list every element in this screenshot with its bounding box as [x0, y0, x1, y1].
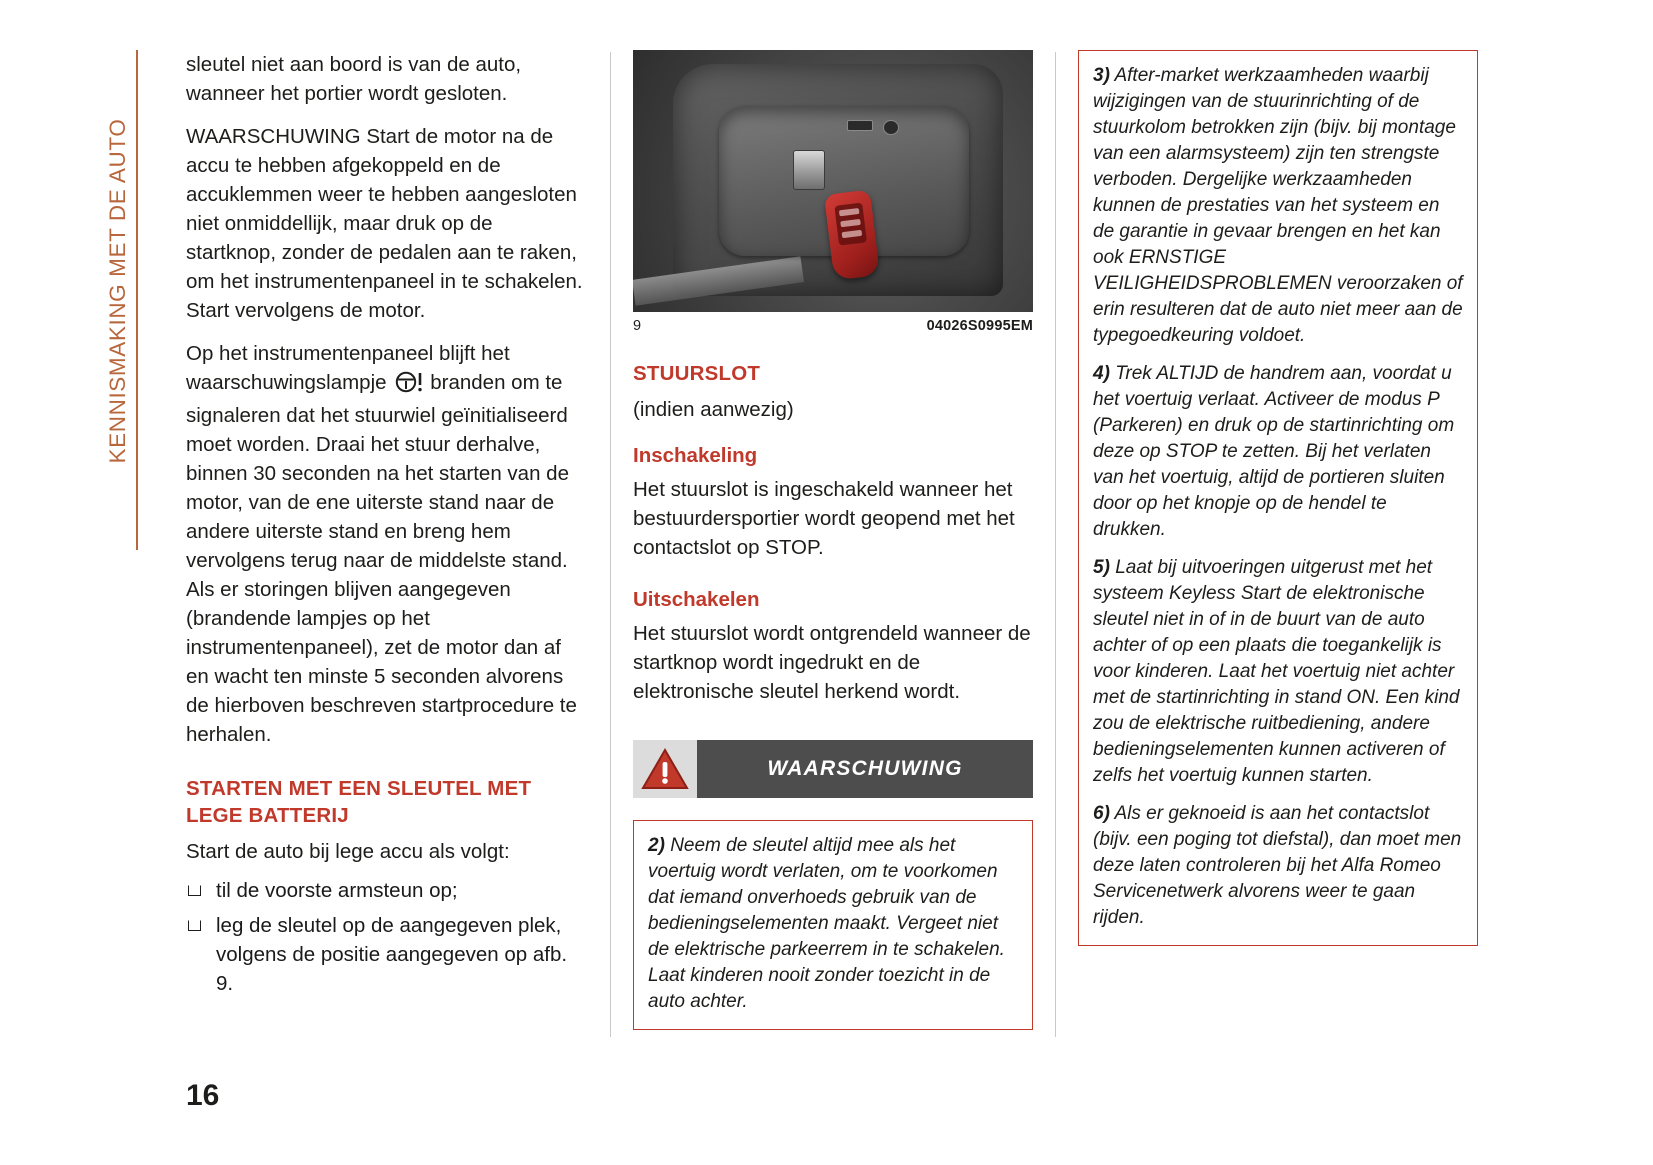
- figure-number: 9: [633, 318, 642, 334]
- bullet-square-icon: [188, 920, 201, 931]
- heading-uitschakelen: Uitschakelen: [633, 588, 760, 611]
- heading-start-with-low-battery-key: STARTEN MET EEN SLEUTEL MET LEGE BATTERIJ: [186, 777, 532, 827]
- warning-triangle-wrap: [633, 740, 697, 798]
- column-divider-1: [610, 52, 611, 1037]
- console-switch-shape: [793, 150, 825, 190]
- list-item: [186, 911, 586, 998]
- note-box-3-to-6: [1078, 50, 1478, 946]
- note-6-text: [1093, 801, 1463, 931]
- warning-banner: [633, 740, 1033, 798]
- note-3-text: [1093, 63, 1463, 349]
- lamp-text-before: Op het instrumentenpaneel blijft het waarschuwingslampje: [186, 342, 510, 394]
- note-2-text: [648, 833, 1018, 1015]
- list-low-battery-steps: [186, 876, 586, 998]
- note-5-body: Laat bij uitvoeringen uitgerust met het systeem Keyless Start de elektronische sleutel niet in of in de buurt van de auto achter of op een plaats die toegankelijk is voor kinderen. Laat het voertuig niet achter met de startinrichting in stand ON. Een kind zou de elektrische ruitbediening, andere bedieningselementen kunnen activeren of zelfs het voertuig kunnen starten.: [1093, 557, 1460, 786]
- note-2-body: Neem de sleutel altijd mee als het voertuig wordt verlaten, om te voorkomen dat iemand onverhoeds gebruik van de bedieningselementen maakt. Vergeet niet de elektrische parkeerrem in te schakelen. Laat kinderen nooit zonder toezicht in de auto achter.: [648, 835, 1005, 1012]
- note-6-body: Als er geknoeid is aan het contactslot (bijv. een poging tot diefstal), dan moet men deze laten controleren bij het Alfa Romeo Servicenetwerk alvorens weer te gaan rijden.: [1093, 803, 1462, 928]
- steering-warning-lamp-icon: [394, 371, 428, 401]
- page-number: 16: [186, 1079, 220, 1112]
- column-2: [633, 50, 1033, 1030]
- list-item-label: leg de sleutel op de aangegeven plek, volgens de positie aangegeven op afb. 9.: [216, 914, 568, 995]
- column-divider-2: [1055, 52, 1056, 1037]
- key-fob-buttons: [834, 203, 867, 246]
- chapter-tab: [96, 50, 140, 550]
- figure-caption-row: [633, 318, 1033, 334]
- lamp-text-after: branden om te signaleren dat het stuurwiel geïnitialiseerd moet worden. Draai het stuur derhalve, binnen 30 seconden na het starten van de motor, van de ene uiterste stand naar de andere uiterste stand en breng hem vervolgens terug naar de middelste stand. Als er storingen blijven aangegeven (brandende lampjes op het instrumentenpaneel), zet de motor dan af en wacht ten minste 5 seconden alvorens de hierboven beschreven startprocedure te herhalen.: [186, 371, 577, 746]
- note-3-number: 3): [1093, 65, 1110, 86]
- paragraph-warning-start-engine: WAARSCHUWING Start de motor na de accu te hebben afgekoppeld en de accuklemmen weer te hebben aangesloten niet onmiddellijk, maar druk op de startknop, zonder de pedalen aan te raken, om het instrumentenpaneel in te schakelen. Start vervolgens de motor.: [186, 125, 583, 322]
- aux-port-icon: [883, 120, 899, 135]
- column-3: [1078, 50, 1478, 946]
- chapter-tab-label: KENNISMAKING MET DE AUTO: [105, 118, 130, 464]
- note-4-text: [1093, 361, 1463, 543]
- note-4-body: Trek ALTIJD de handrem aan, voordat u het voertuig verlaat. Activeer de modus P (Parkeren) en druk op de startinrichting om deze op STOP te zetten. Bij het verlaten van het voertuig, altijd de portieren sluiten door op het knopje op de hendel te drukken.: [1093, 363, 1455, 540]
- heading-inschakeling: Inschakeling: [633, 444, 758, 467]
- paragraph-key-not-onboard: sleutel niet aan boord is van de auto, wanneer het portier wordt gesloten.: [186, 53, 522, 105]
- column-1: [186, 50, 586, 1004]
- note-2-number: 2): [648, 835, 665, 856]
- subtitle-if-present: (indien aanwezig): [633, 398, 794, 421]
- chapter-tab-rule: [136, 50, 138, 550]
- paragraph-inschakeling: Het stuurslot is ingeschakeld wanneer het bestuurdersportier wordt geopend met het contactslot op STOP.: [633, 478, 1015, 559]
- note-4-number: 4): [1093, 363, 1110, 384]
- figure-code: 04026S0995EM: [926, 318, 1033, 334]
- paragraph-steering-init: [186, 339, 586, 749]
- usb-port-icon: [847, 120, 873, 131]
- note-5-number: 5): [1093, 557, 1110, 578]
- list-item: [186, 876, 586, 905]
- paragraph-low-battery-intro: Start de auto bij lege accu als volgt:: [186, 840, 510, 863]
- note-3-body: After-market werkzaamheden waarbij wijzigingen van de stuurinrichting of de stuurkolom betrokken zijn (bijv. bij montage van een alarmsysteem) zijn ten strengste verboden. Dergelijke werkzaamheden kunnen de prestaties van het systeem en de garantie in gevaar brengen en het kan ook ERNSTIGE VEILIGHEIDSPROBLEMEN veroorzaken of erin resulteren dat de auto niet meer aan de typegoedkeuring voldoet.: [1093, 65, 1463, 346]
- warning-triangle-icon: [641, 747, 689, 791]
- figure-photo: [633, 50, 1033, 312]
- bullet-square-icon: [188, 885, 201, 896]
- heading-stuurslot: STUURSLOT: [633, 362, 761, 385]
- note-6-number: 6): [1093, 803, 1110, 824]
- warning-banner-label: WAARSCHUWING: [697, 740, 1033, 798]
- note-5-text: [1093, 555, 1463, 789]
- list-item-label: til de voorste armsteun op;: [216, 879, 458, 902]
- figure-9: [633, 50, 1033, 334]
- note-box-2: [633, 820, 1033, 1030]
- paragraph-uitschakelen: Het stuurslot wordt ontgrendeld wanneer de startknop wordt ingedrukt en de elektronische sleutel herkend wordt.: [633, 622, 1031, 703]
